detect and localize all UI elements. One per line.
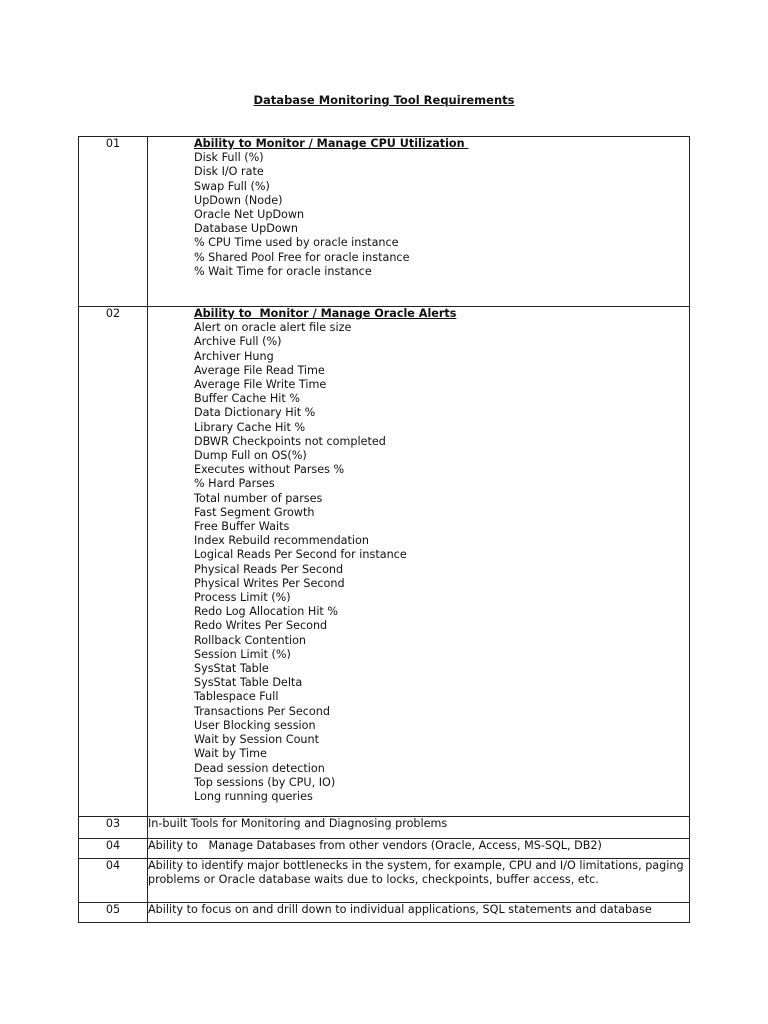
row-number-cell — [79, 903, 148, 923]
list-item: Oracle Net UpDown — [194, 208, 305, 222]
list-item: Wait by Session Count — [194, 733, 319, 747]
list-item: Archiver Hung — [194, 349, 274, 363]
list-item: Physical Reads Per Second — [194, 562, 344, 576]
list-item: Free Buffer Waits — [194, 520, 290, 534]
requirement-text: Ability to identify major bottlenecks in the system, for example, CPU and I/O limitations, paging problems or Oracle database waits due to locks, checkpoints, buffer access, etc. — [148, 859, 690, 903]
list-item: SysStat Table Delta — [194, 676, 303, 690]
list-item: Logical Reads Per Second for instance — [194, 548, 407, 562]
list-item: Disk Full (%) — [194, 151, 264, 165]
row-number: 04 — [105, 859, 121, 872]
list-item: Long running queries — [194, 789, 313, 803]
requirement-text: In-built Tools for Monitoring and Diagnosing problems — [148, 817, 690, 839]
list-item: Wait by Time — [194, 747, 267, 761]
list-item: % Shared Pool Free for oracle instance — [194, 250, 410, 264]
list-item: Top sessions (by CPU, IO) — [194, 775, 336, 789]
list-item: % Hard Parses — [194, 477, 275, 491]
list-item: Average File Write Time — [194, 378, 327, 392]
row-number-cell — [79, 307, 148, 817]
list-item: SysStat Table — [194, 662, 269, 676]
requirement-list — [148, 307, 689, 804]
list-item: % Wait Time for oracle instance — [194, 264, 372, 278]
list-item: Dump Full on OS(%) — [194, 449, 307, 463]
row-number: 01 — [105, 137, 121, 150]
row-number: 03 — [105, 817, 121, 830]
list-item: Executes without Parses % — [194, 463, 345, 477]
section-heading: Ability to Monitor / Manage Oracle Alerts — [194, 307, 457, 320]
table-row — [79, 859, 690, 903]
list-item: Data Dictionary Hit % — [194, 406, 316, 420]
list-item: % CPU Time used by oracle instance — [194, 236, 399, 250]
list-item: DBWR Checkpoints not completed — [194, 434, 386, 448]
row-content-cell — [148, 307, 690, 817]
list-item: UpDown (Node) — [194, 193, 283, 207]
table-row — [79, 307, 690, 817]
item-list — [194, 151, 689, 279]
list-item: Dead session detection — [194, 761, 325, 775]
row-number: 04 — [105, 839, 121, 852]
document-title: Database Monitoring Tool Requirements — [253, 93, 515, 107]
list-item: Buffer Cache Hit % — [194, 392, 300, 406]
requirements-table — [78, 136, 690, 923]
table-row — [79, 903, 690, 923]
item-list — [194, 321, 689, 804]
list-item: Tablespace Full — [194, 690, 279, 704]
list-item: Disk I/O rate — [194, 165, 264, 179]
list-item: Fast Segment Growth — [194, 505, 315, 519]
row-number-cell — [79, 859, 148, 903]
row-number: 05 — [105, 903, 121, 916]
row-number-cell — [79, 137, 148, 307]
list-item: Session Limit (%) — [194, 647, 291, 661]
list-item: Rollback Contention — [194, 633, 307, 647]
row-number: 02 — [105, 307, 121, 320]
list-item: Alert on oracle alert file size — [194, 321, 352, 335]
section-heading: Ability to Monitor / Manage CPU Utilization — [194, 137, 469, 150]
row-number-cell — [79, 817, 148, 839]
table-row — [79, 817, 690, 839]
list-item: Redo Writes Per Second — [194, 619, 328, 633]
list-item: Total number of parses — [194, 491, 323, 505]
list-item: Database UpDown — [194, 222, 298, 236]
requirement-text — [148, 839, 690, 859]
list-item: Swap Full (%) — [194, 179, 270, 193]
list-item: Index Rebuild recommendation — [194, 534, 369, 548]
list-item: Redo Log Allocation Hit % — [194, 605, 338, 619]
list-item: Archive Full (%) — [194, 335, 282, 349]
list-item: Average File Read Time — [194, 363, 325, 377]
table-row — [79, 137, 690, 307]
list-item: Process Limit (%) — [194, 591, 291, 605]
row-content-cell — [148, 137, 690, 307]
table-row — [79, 839, 690, 859]
list-item: Physical Writes Per Second — [194, 576, 345, 590]
row-number-cell — [79, 839, 148, 859]
requirement-list — [148, 137, 689, 279]
list-item: Library Cache Hit % — [194, 420, 306, 434]
requirement-text: Ability to focus on and drill down to individual applications, SQL statements and database — [148, 903, 690, 923]
requirement-text-span: Ability to Manage Databases from other vendors (Oracle, Access, MS-SQL, DB2) — [148, 839, 602, 852]
list-item: User Blocking session — [194, 718, 316, 732]
list-item: Transactions Per Second — [194, 704, 330, 718]
